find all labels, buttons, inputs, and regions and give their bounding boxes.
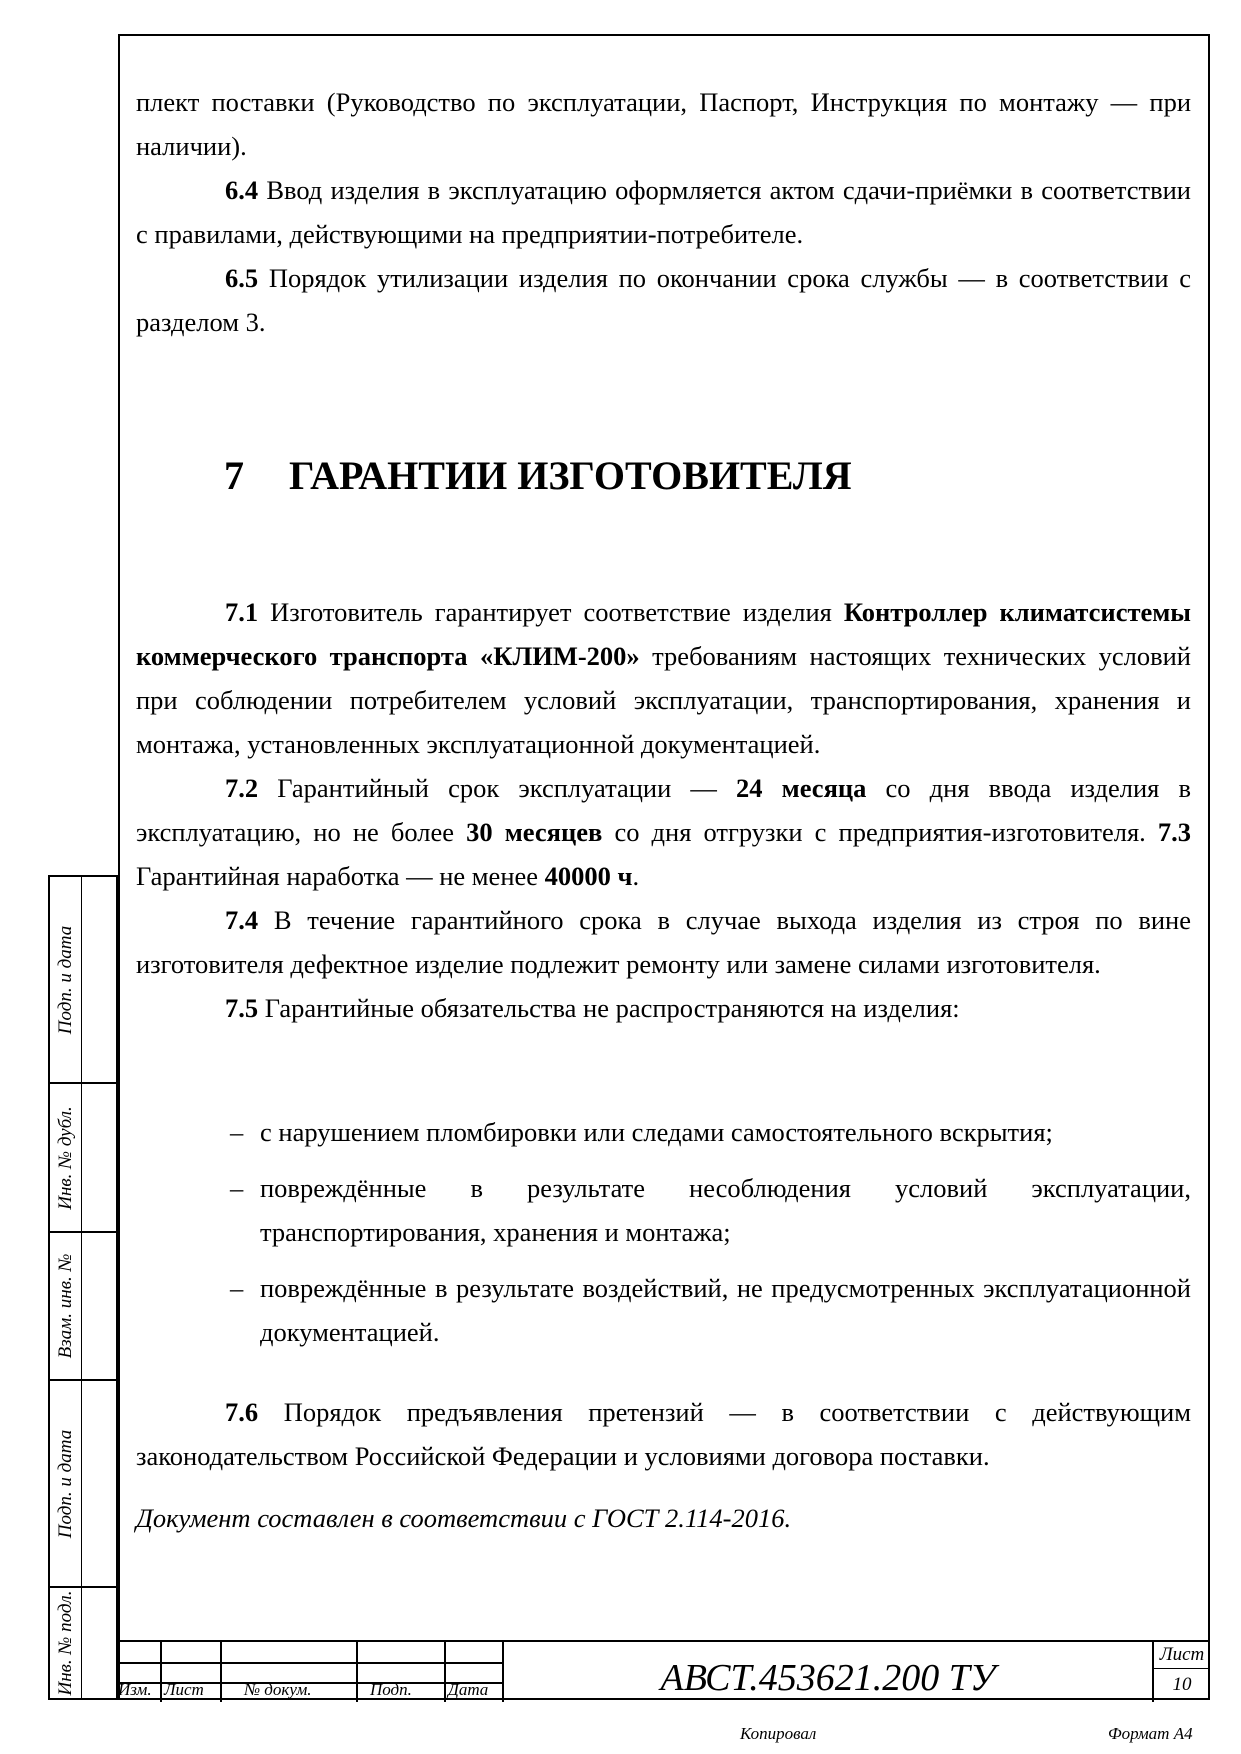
list-item: – с нарушением пломбировки или следами самостоятельного вскрытия;	[230, 1117, 1053, 1147]
paragraph-continuation: плект поставки (Руководство по эксплуатации, Паспорт, Инструкция по монтажу — при наличии).	[136, 87, 1191, 161]
caption-list: Лист	[164, 1680, 204, 1699]
caption-podp: Подп.	[370, 1680, 412, 1699]
document-number: АВСТ.453621.200 ТУ	[502, 1642, 1154, 1702]
revision-grid	[118, 1642, 502, 1702]
section-7-final	[136, 1390, 1191, 1540]
caption-data: Дата	[448, 1680, 489, 1699]
section-heading: 7 ГАРАНТИИ ИЗГОТОВИТЕЛЯ	[224, 453, 852, 498]
side-label: Взам. инв. №	[54, 1253, 76, 1359]
caption-doc: № докум.	[244, 1680, 312, 1699]
paragraph-7-4: 7.4 В течение гарантийного срока в случае выхода изделия из строя по вине изготовителя дефектное изделие подлежит ремонту или замене силами изготовителя.	[136, 905, 1191, 979]
side-label: Подп. и дата	[54, 925, 76, 1034]
footer-format: Формат А4	[1108, 1724, 1193, 1743]
paragraph-6-4: 6.4 Ввод изделия в эксплуатацию оформляется актом сдачи-приёмки в соответствии с правилами, действующими на предприятии-потребителе.	[136, 175, 1191, 249]
caption-izm: Изм.	[118, 1680, 152, 1699]
side-cell	[50, 1381, 116, 1588]
paragraph-6-5: 6.5 Порядок утилизации изделия по окончании срока службы — в соответствии с разделом 3.	[136, 263, 1191, 337]
side-label: Инв. № подл.	[54, 1590, 76, 1696]
paragraph-7-2: 7.2 Гарантийный срок эксплуатации — 24 месяца со дня ввода изделия в эксплуатацию, но не более 30 месяцев со дня отгрузки с предприятия-изготовителя. 7.3 Гарантийная наработка — не менее 40000 ч.	[136, 773, 1191, 891]
sheet-label: Лист	[1154, 1642, 1210, 1669]
exclusions-list	[136, 1110, 1191, 1354]
section-7-text	[136, 590, 1191, 1030]
list-item: – повреждённые в результате несоблюдения условий эксплуатации, транспортирования, хранения и монтажа;	[230, 1173, 1191, 1247]
paragraph-7-6: 7.6 Порядок предъявления претензий — в соответствии с действующим законодательством Российской Федерации и условиями договора поставки.	[136, 1397, 1191, 1471]
sheet-box	[1154, 1642, 1210, 1702]
footer-copied: Копировал	[740, 1724, 817, 1743]
side-stamp-column	[48, 875, 118, 1700]
side-cell	[50, 1233, 116, 1381]
body-text-top	[136, 80, 1191, 344]
sheet-number: 10	[1172, 1674, 1192, 1695]
side-cell	[50, 1084, 116, 1233]
side-cell	[50, 877, 116, 1084]
side-label: Подп. и дата	[54, 1429, 76, 1538]
paragraph-7-1: 7.1 Изготовитель гарантирует соответствие изделия Контроллер климатсистемы коммерческого транспорта «КЛИМ-200» требованиям настоящих технических условий при соблюдении потребителем условий эксплуатации, транспортирования, хранения и монтажа, установленных эксплуатационной документацией.	[136, 597, 1191, 759]
gost-note: Документ составлен в соответствии с ГОСТ 2.114-2016.	[136, 1503, 792, 1533]
side-label: Инв. № дубл.	[54, 1105, 76, 1210]
side-cell	[50, 1588, 116, 1698]
title-block	[118, 1640, 1210, 1702]
paragraph-7-5: 7.5 Гарантийные обязательства не распространяются на изделия:	[225, 993, 960, 1023]
list-item: – повреждённые в результате воздействий, не предусмотренных эксплуатационной документацией.	[230, 1273, 1191, 1347]
